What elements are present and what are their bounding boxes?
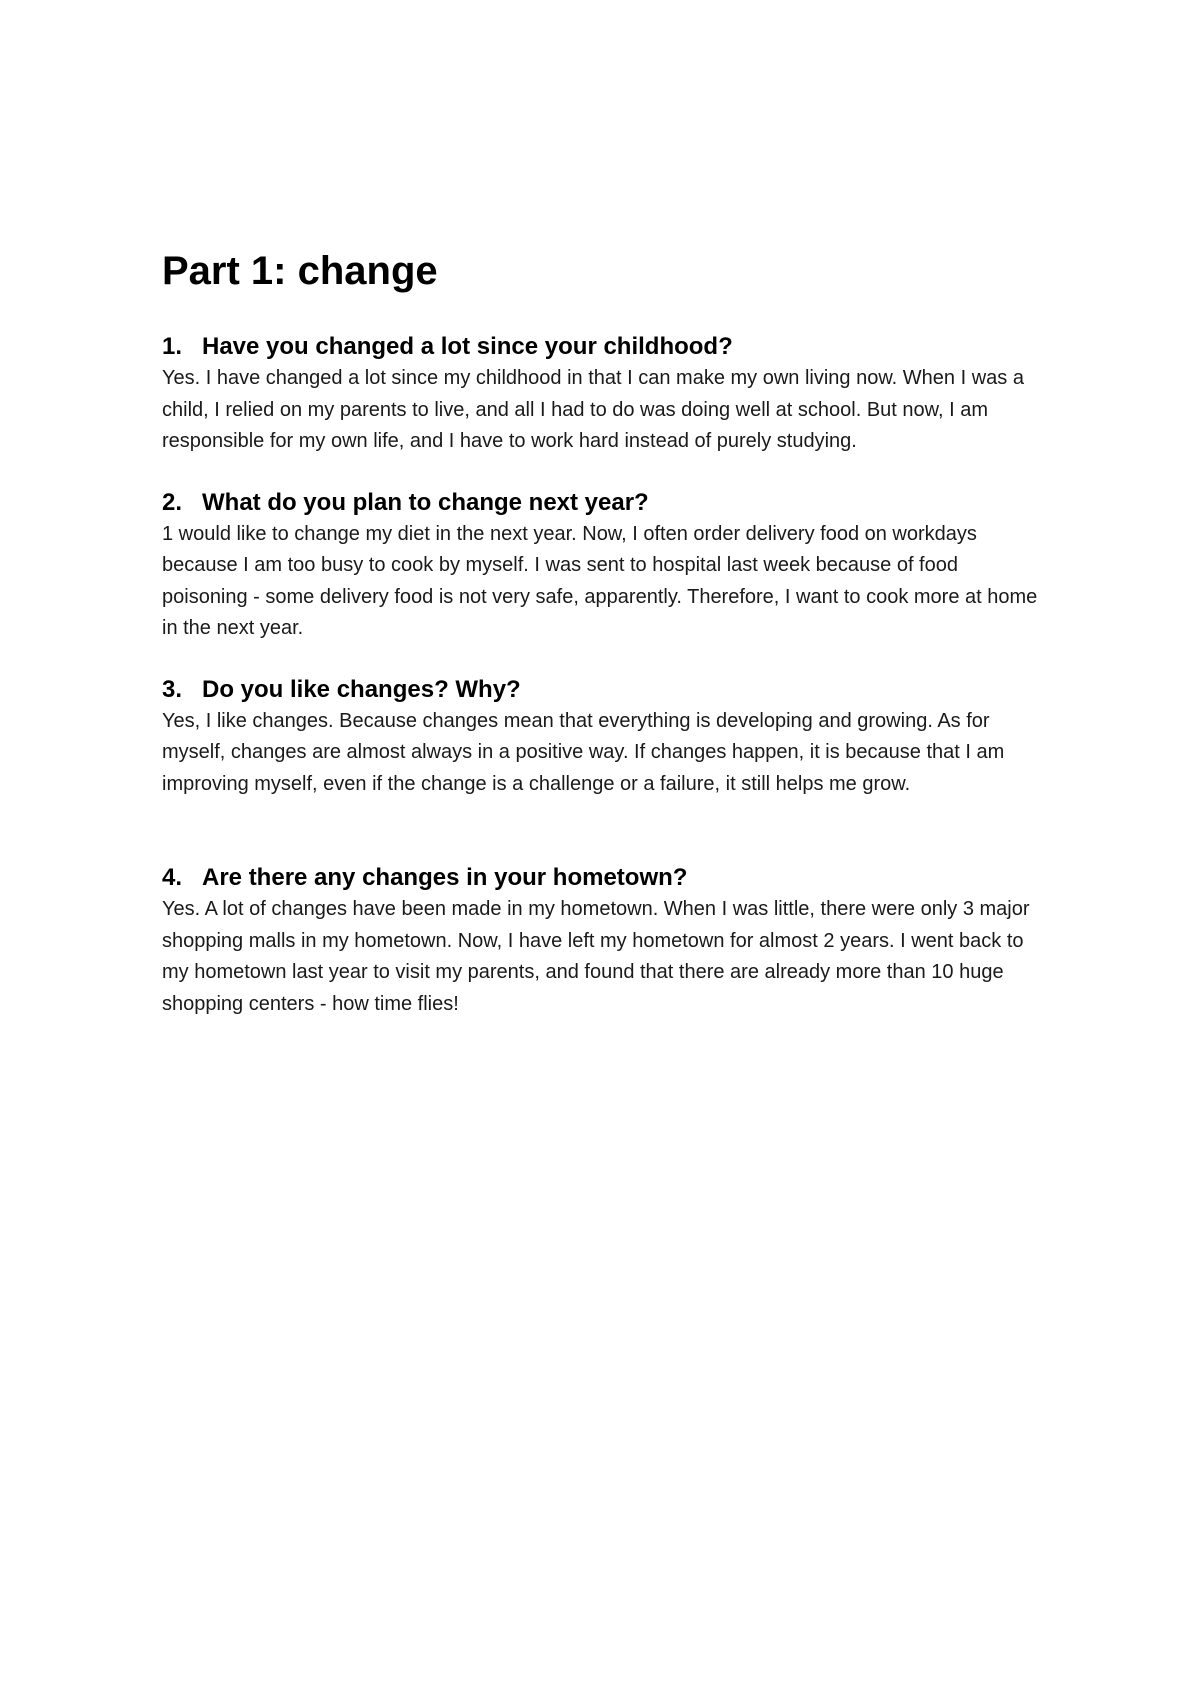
question-text-1: Have you changed a lot since your childhood? [202,333,733,360]
question-item-1 [162,331,1042,458]
question-heading-3 [162,674,1042,706]
document-title: Part 1: change [162,249,438,293]
question-heading-4 [162,862,1042,894]
document-content [162,247,1042,1020]
question-list [162,331,1042,1020]
question-text-4: Are there any changes in your hometown? [202,864,688,891]
question-item-2 [162,487,1042,645]
answer-text-3: Yes, I like changes. Because changes mean that everything is developing and growing. As for myself, changes are almost always in a positive way. If changes happen, it is because that I am improving myself, even if the change is a challenge or a failure, it still helps me grow. [162,709,1005,795]
question-text-2: What do you plan to change next year? [202,488,649,516]
answer-text-4: Yes. A lot of changes have been made in my hometown. When I was little, there were only 3 major shopping malls in my hometown. Now, I have left my hometown for almost 2 years. I went back to my hometown last year to visit my parents, and found that there are already more than 10 huge shopping centers - how time flies! [162,898,1030,1015]
question-number-3: 3. [162,675,183,703]
question-number-2: 2. [162,488,183,516]
question-item-4 [162,862,1042,1020]
answer-text-2: 1 would like to change my diet in the next year. Now, I often order delivery food on workdays because I am too busy to cook by myself. I was sent to hospital last week because of food poisoning - some delivery food is not very safe, apparently. Therefore, I want to cook more at home in the next year. [162,522,1038,639]
question-item-3 [162,674,1042,801]
question-heading-2 [162,487,1042,519]
question-number-1: 1. [162,333,183,360]
question-text-3: Do you like changes? Why? [202,675,521,703]
question-heading-1 [162,331,1042,363]
question-number-4: 4. [162,864,183,891]
answer-text-1: Yes. I have changed a lot since my childhood in that I can make my own living now. When I was a child, I relied on my parents to live, and all I had to do was doing well at school. But now, I am responsible for my own life, and I have to work hard instead of purely studying. [162,367,1024,452]
